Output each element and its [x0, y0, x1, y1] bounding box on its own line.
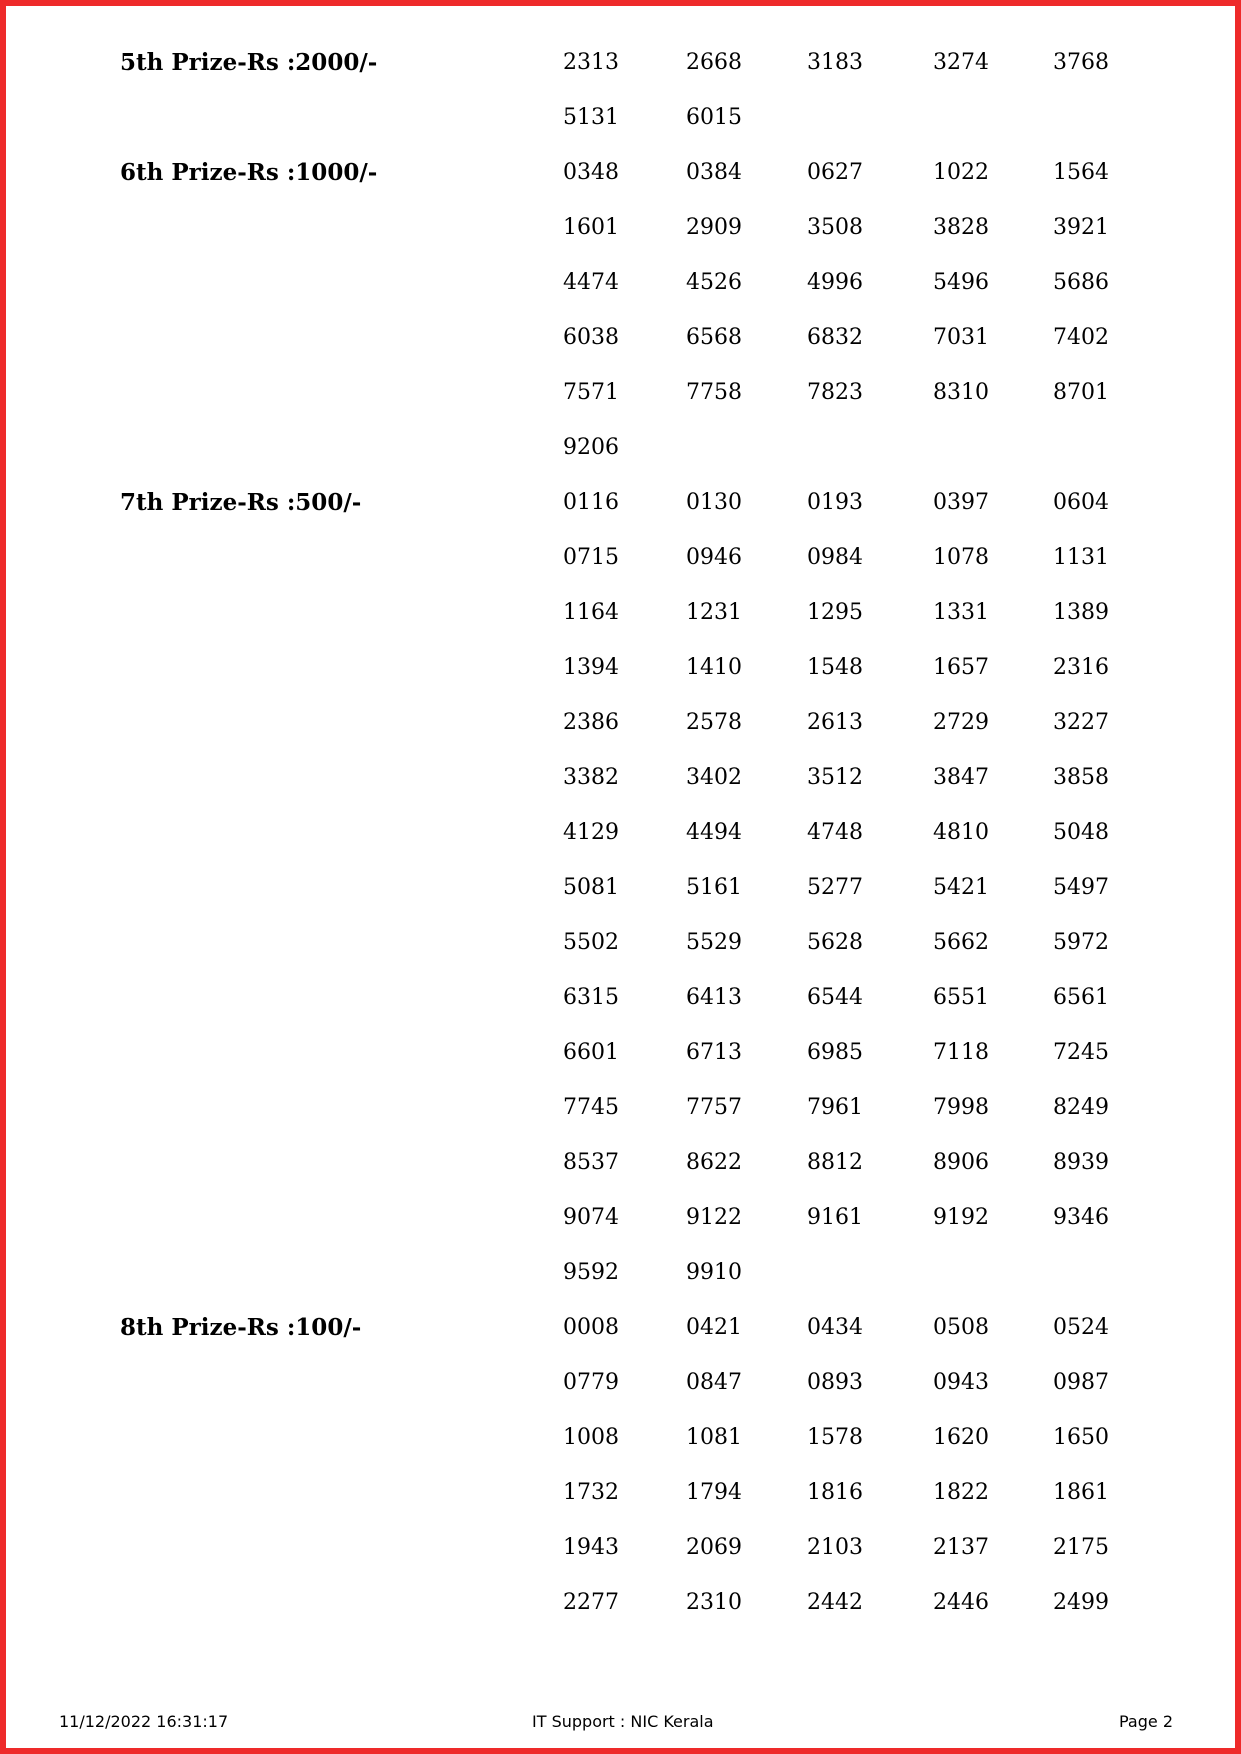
prize-row: [0, 1190, 1241, 1245]
ticket-number: 8906: [933, 1150, 989, 1175]
ticket-number: 6568: [686, 325, 742, 350]
ticket-number: 4494: [686, 820, 742, 845]
ticket-number: 4526: [686, 270, 742, 295]
prize-row: [0, 750, 1241, 805]
ticket-number: 9074: [563, 1205, 619, 1230]
ticket-number: 6551: [933, 985, 989, 1010]
ticket-number: 0779: [563, 1370, 619, 1395]
ticket-number: 5972: [1053, 930, 1109, 955]
prize-label: 7th Prize-Rs :500/-: [120, 489, 362, 516]
prize-row: [0, 915, 1241, 970]
ticket-number: 1231: [686, 600, 742, 625]
ticket-number: 1078: [933, 545, 989, 570]
ticket-number: 5662: [933, 930, 989, 955]
ticket-number: 7961: [807, 1095, 863, 1120]
prize-row: [0, 255, 1241, 310]
prize-row: [0, 1575, 1241, 1630]
prize-row: [0, 585, 1241, 640]
ticket-number: 9122: [686, 1205, 742, 1230]
prize-row: [0, 1080, 1241, 1135]
ticket-number: 1394: [563, 655, 619, 680]
ticket-number: 3828: [933, 215, 989, 240]
ticket-number: 7031: [933, 325, 989, 350]
ticket-number: 3402: [686, 765, 742, 790]
ticket-number: 1564: [1053, 160, 1109, 185]
ticket-number: 0348: [563, 160, 619, 185]
ticket-number: 2103: [807, 1535, 863, 1560]
ticket-number: 8939: [1053, 1150, 1109, 1175]
footer-page-number: Page 2: [1119, 1712, 1173, 1731]
prize-row: [0, 1355, 1241, 1410]
ticket-number: 0384: [686, 160, 742, 185]
prize-row: [0, 1135, 1241, 1190]
prize-row: [0, 310, 1241, 365]
ticket-number: 1548: [807, 655, 863, 680]
ticket-number: 3227: [1053, 710, 1109, 735]
prize-row: [0, 1520, 1241, 1575]
prize-row: [0, 35, 1241, 90]
ticket-number: 5131: [563, 105, 619, 130]
ticket-number: 0130: [686, 490, 742, 515]
footer-datetime: 11/12/2022 16:31:17: [59, 1712, 229, 1731]
ticket-number: 1943: [563, 1535, 619, 1560]
ticket-number: 2499: [1053, 1590, 1109, 1615]
prize-label: 6th Prize-Rs :1000/-: [120, 159, 378, 186]
ticket-number: 1022: [933, 160, 989, 185]
ticket-number: 6038: [563, 325, 619, 350]
ticket-number: 4996: [807, 270, 863, 295]
prize-label: 5th Prize-Rs :2000/-: [120, 49, 378, 76]
ticket-number: 0434: [807, 1315, 863, 1340]
ticket-number: 6713: [686, 1040, 742, 1065]
ticket-number: 2442: [807, 1590, 863, 1615]
prize-row: [0, 90, 1241, 145]
ticket-number: 0421: [686, 1315, 742, 1340]
ticket-number: 1794: [686, 1480, 742, 1505]
ticket-number: 3921: [1053, 215, 1109, 240]
ticket-number: 8812: [807, 1150, 863, 1175]
ticket-number: 0893: [807, 1370, 863, 1395]
ticket-number: 6544: [807, 985, 863, 1010]
ticket-number: 0847: [686, 1370, 742, 1395]
ticket-number: 5497: [1053, 875, 1109, 900]
footer-it-support: IT Support : NIC Kerala: [532, 1712, 714, 1731]
ticket-number: 1008: [563, 1425, 619, 1450]
prize-row: [0, 475, 1241, 530]
ticket-number: 1578: [807, 1425, 863, 1450]
ticket-number: 0008: [563, 1315, 619, 1340]
ticket-number: 2316: [1053, 655, 1109, 680]
ticket-number: 0116: [563, 490, 619, 515]
ticket-number: 7758: [686, 380, 742, 405]
ticket-number: 1822: [933, 1480, 989, 1505]
ticket-number: 9206: [563, 435, 619, 460]
ticket-number: 2175: [1053, 1535, 1109, 1560]
ticket-number: 3508: [807, 215, 863, 240]
ticket-number: 2137: [933, 1535, 989, 1560]
ticket-number: 7823: [807, 380, 863, 405]
prize-row: [0, 1410, 1241, 1465]
ticket-number: 7998: [933, 1095, 989, 1120]
ticket-number: 4748: [807, 820, 863, 845]
ticket-number: 2069: [686, 1535, 742, 1560]
ticket-number: 2668: [686, 50, 742, 75]
ticket-number: 0508: [933, 1315, 989, 1340]
ticket-number: 1295: [807, 600, 863, 625]
ticket-number: 3274: [933, 50, 989, 75]
ticket-number: 2578: [686, 710, 742, 735]
ticket-number: 0627: [807, 160, 863, 185]
ticket-number: 2909: [686, 215, 742, 240]
ticket-number: 6315: [563, 985, 619, 1010]
ticket-number: 9910: [686, 1260, 742, 1285]
prize-row: [0, 1300, 1241, 1355]
ticket-number: 9192: [933, 1205, 989, 1230]
prize-row: [0, 530, 1241, 585]
ticket-number: 6985: [807, 1040, 863, 1065]
ticket-number: 2446: [933, 1590, 989, 1615]
prize-row: [0, 970, 1241, 1025]
ticket-number: 0987: [1053, 1370, 1109, 1395]
prize-row: [0, 640, 1241, 695]
ticket-number: 3183: [807, 50, 863, 75]
ticket-number: 1732: [563, 1480, 619, 1505]
ticket-number: 7745: [563, 1095, 619, 1120]
prize-row: [0, 145, 1241, 200]
ticket-number: 2277: [563, 1590, 619, 1615]
ticket-number: 4474: [563, 270, 619, 295]
prize-row: [0, 420, 1241, 475]
prize-row: [0, 1245, 1241, 1300]
ticket-number: 2729: [933, 710, 989, 735]
ticket-number: 5421: [933, 875, 989, 900]
ticket-number: 7118: [933, 1040, 989, 1065]
ticket-number: 7245: [1053, 1040, 1109, 1065]
ticket-number: 1164: [563, 600, 619, 625]
ticket-number: 0193: [807, 490, 863, 515]
ticket-number: 5081: [563, 875, 619, 900]
ticket-number: 0397: [933, 490, 989, 515]
ticket-number: 3382: [563, 765, 619, 790]
ticket-number: 8701: [1053, 380, 1109, 405]
ticket-number: 0984: [807, 545, 863, 570]
ticket-number: 8537: [563, 1150, 619, 1175]
ticket-number: 3858: [1053, 765, 1109, 790]
ticket-number: 5277: [807, 875, 863, 900]
ticket-number: 3847: [933, 765, 989, 790]
ticket-number: 9592: [563, 1260, 619, 1285]
prize-row: [0, 365, 1241, 420]
prize-row: [0, 695, 1241, 750]
ticket-number: 1601: [563, 215, 619, 240]
ticket-number: 2613: [807, 710, 863, 735]
ticket-number: 1081: [686, 1425, 742, 1450]
ticket-number: 1861: [1053, 1480, 1109, 1505]
ticket-number: 7571: [563, 380, 619, 405]
ticket-number: 8249: [1053, 1095, 1109, 1120]
ticket-number: 1816: [807, 1480, 863, 1505]
prize-row: [0, 200, 1241, 255]
prize-row: [0, 860, 1241, 915]
ticket-number: 2313: [563, 50, 619, 75]
ticket-number: 8622: [686, 1150, 742, 1175]
ticket-number: 0604: [1053, 490, 1109, 515]
ticket-number: 0946: [686, 545, 742, 570]
ticket-number: 1410: [686, 655, 742, 680]
ticket-number: 0524: [1053, 1315, 1109, 1340]
ticket-number: 1331: [933, 600, 989, 625]
ticket-number: 5628: [807, 930, 863, 955]
ticket-number: 4810: [933, 820, 989, 845]
ticket-number: 5048: [1053, 820, 1109, 845]
ticket-number: 1657: [933, 655, 989, 680]
ticket-number: 9161: [807, 1205, 863, 1230]
prize-row: [0, 1025, 1241, 1080]
prize-label: 8th Prize-Rs :100/-: [120, 1314, 362, 1341]
ticket-number: 6561: [1053, 985, 1109, 1010]
ticket-number: 4129: [563, 820, 619, 845]
prize-row: [0, 1465, 1241, 1520]
ticket-number: 9346: [1053, 1205, 1109, 1230]
ticket-number: 6015: [686, 105, 742, 130]
ticket-number: 3768: [1053, 50, 1109, 75]
ticket-number: 1131: [1053, 545, 1109, 570]
ticket-number: 6832: [807, 325, 863, 350]
ticket-number: 2386: [563, 710, 619, 735]
ticket-number: 5502: [563, 930, 619, 955]
ticket-number: 7402: [1053, 325, 1109, 350]
ticket-number: 7757: [686, 1095, 742, 1120]
ticket-number: 0715: [563, 545, 619, 570]
ticket-number: 1620: [933, 1425, 989, 1450]
ticket-number: 0943: [933, 1370, 989, 1395]
ticket-number: 1650: [1053, 1425, 1109, 1450]
ticket-number: 8310: [933, 380, 989, 405]
ticket-number: 2310: [686, 1590, 742, 1615]
ticket-number: 5161: [686, 875, 742, 900]
ticket-number: 3512: [807, 765, 863, 790]
ticket-number: 5496: [933, 270, 989, 295]
ticket-number: 5686: [1053, 270, 1109, 295]
ticket-number: 6413: [686, 985, 742, 1010]
ticket-number: 6601: [563, 1040, 619, 1065]
ticket-number: 1389: [1053, 600, 1109, 625]
prize-row: [0, 805, 1241, 860]
ticket-number: 5529: [686, 930, 742, 955]
